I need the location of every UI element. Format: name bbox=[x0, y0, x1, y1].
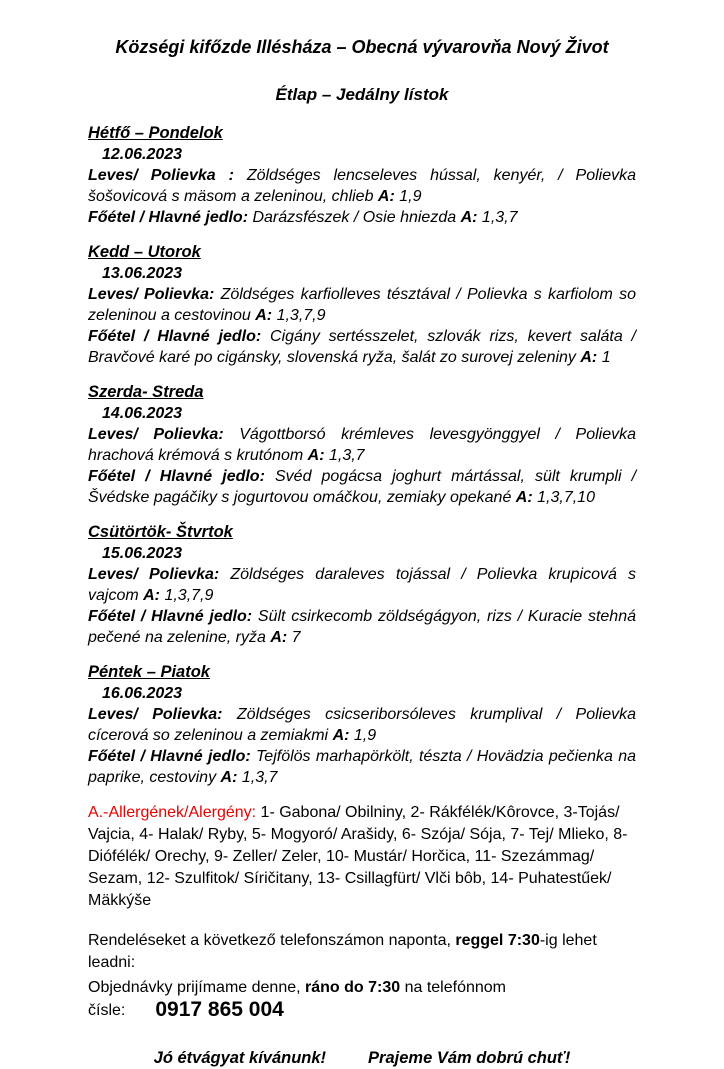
course-label: Leves/ Polievka: bbox=[88, 286, 215, 303]
ordering-sk-deadline: ráno do 7:30 bbox=[305, 979, 401, 996]
page-subtitle: Étlap – Jedálny lístok bbox=[275, 85, 449, 104]
course-main bbox=[88, 606, 636, 648]
ordering-hu-deadline: reggel 7:30 bbox=[455, 932, 540, 949]
allergen-label: A: bbox=[143, 587, 161, 604]
allergen-label: A: bbox=[332, 727, 350, 744]
allergen-numbers: 1,3,7 bbox=[324, 447, 365, 464]
course-label: Főétel / Hlavné jedlo: bbox=[88, 608, 253, 625]
course-label: Leves/ Polievka : bbox=[88, 167, 234, 184]
course-soup bbox=[88, 564, 636, 606]
course-text: Svéd pogácsa joghurt mártással, sült krumpli / Švédske pagáčiky s jogurtovou omáčkou, zemiaky opekané bbox=[88, 468, 637, 506]
closing-sk: Prajeme Vám dobrú chuť! bbox=[368, 1049, 571, 1067]
ordering-hu-text: Rendeléseket a következő telefonszámon naponta, bbox=[88, 932, 456, 949]
course-label: Főétel / Hlavné jedlo: bbox=[88, 468, 265, 485]
allergen-legend-items: 1- Gabona/ Obilniny, 2- Rákfélék/Kôrovce, 3-Tojás/ Vajcia, 4- Halak/ Ryby, 5- Mogyoró/ Arašidy, 6- Szója/ Sója, 7- Tej/ Mlieko, 8- Diófélék/ Orechy, 9- Zeller/ Zeler, 10- Mustár/ Horčica, 11- Szezámmag/ Sezam, 12- Szulfitok/ Síričitany, 13- Csillagfürt/ Vlči bôb, 14- Puhatestűek/ Mäkkýše bbox=[88, 804, 628, 909]
day-section-friday bbox=[88, 662, 636, 788]
allergen-label: A: bbox=[515, 489, 533, 506]
day-heading: Szerda- Streda bbox=[88, 383, 204, 401]
ordering-info bbox=[88, 930, 636, 1022]
course-label: Leves/ Polievka: bbox=[88, 426, 224, 443]
course-main bbox=[88, 326, 636, 368]
course-soup bbox=[88, 284, 636, 326]
day-date: 13.06.2023 bbox=[102, 265, 183, 282]
allergen-numbers: 1,9 bbox=[394, 188, 422, 205]
day-date: 16.06.2023 bbox=[102, 685, 183, 702]
closing-wishes bbox=[88, 1048, 636, 1069]
course-label: Leves/ Polievka: bbox=[88, 706, 223, 723]
ordering-sk-text-end: na telefónnom čísle: bbox=[88, 979, 506, 1019]
day-section-tuesday bbox=[88, 242, 636, 368]
allergen-numbers: 1 bbox=[597, 349, 611, 366]
allergen-numbers: 1,9 bbox=[349, 727, 377, 744]
course-text: Zöldséges lencseleves hússal, kenyér, / Polievka šošovicová s mäsom a zeleninou, chlieb bbox=[88, 167, 637, 205]
allergen-numbers: 1,3,7,10 bbox=[532, 489, 595, 506]
course-text: Cigány sertésszelet, szlovák rizs, kevert saláta / Bravčové karé po cigánsky, slovenská ryža, šalát zo surovej zeleniny bbox=[88, 328, 637, 366]
day-date: 12.06.2023 bbox=[102, 146, 183, 163]
allergen-label: A: bbox=[580, 349, 598, 366]
allergen-label: A: bbox=[377, 188, 395, 205]
allergen-numbers: 1,3,7 bbox=[237, 769, 278, 786]
day-date: 14.06.2023 bbox=[102, 405, 183, 422]
course-text: Vágottborsó krémleves levesgyönggyel / Polievka hrachová krémová s krutónom bbox=[88, 426, 636, 464]
allergen-legend-label: A.-Allergének/Alergény: bbox=[88, 804, 257, 821]
day-section-thursday bbox=[88, 522, 636, 648]
allergen-legend bbox=[88, 802, 636, 912]
day-heading: Kedd – Utorok bbox=[88, 243, 201, 261]
course-text: Zöldséges karfiolleves tésztával / Polievka s karfiolom so zeleninou a cestovinou bbox=[88, 286, 637, 324]
allergen-label: A: bbox=[307, 447, 325, 464]
course-label: Főétel / Hlavné jedlo: bbox=[88, 209, 249, 226]
course-main bbox=[88, 746, 636, 788]
ordering-sk-text: Objednávky prijímame denne, bbox=[88, 979, 305, 996]
ordering-hu-text-end: -ig lehet leadni: bbox=[88, 932, 597, 971]
ordering-line-hu bbox=[88, 930, 636, 974]
allergen-numbers: 1,3,7 bbox=[477, 209, 518, 226]
day-section-monday bbox=[88, 123, 636, 228]
course-label: Főétel / Hlavné jedlo: bbox=[88, 328, 262, 345]
allergen-numbers: 1,3,7,9 bbox=[272, 307, 326, 324]
course-main bbox=[88, 466, 636, 508]
allergen-label: A: bbox=[220, 769, 238, 786]
course-main bbox=[88, 207, 636, 228]
page-title: Községi kifőzde Illésháza – Obecná vývarovňa Nový Život bbox=[115, 37, 609, 57]
course-soup bbox=[88, 424, 636, 466]
phone-number: 0917 865 004 bbox=[155, 998, 284, 1021]
course-label: Főétel / Hlavné jedlo: bbox=[88, 748, 251, 765]
course-text: Tejfölös marhapörkölt, tészta / Hovädzia pečienka na paprike, cestoviny bbox=[88, 748, 637, 786]
course-label: Leves/ Polievka: bbox=[88, 566, 220, 583]
closing-hu: Jó étvágyat kívánunk! bbox=[153, 1049, 327, 1067]
course-soup bbox=[88, 165, 636, 207]
allergen-label: A: bbox=[460, 209, 478, 226]
allergen-label: A: bbox=[255, 307, 273, 324]
allergen-label: A: bbox=[270, 629, 288, 646]
day-date: 15.06.2023 bbox=[102, 545, 183, 562]
ordering-line-sk bbox=[88, 977, 636, 1022]
course-text: Darázsfészek / Osie hniezda bbox=[248, 209, 461, 226]
day-heading: Péntek – Piatok bbox=[88, 663, 210, 681]
day-heading: Csütörtök- Štvrtok bbox=[88, 523, 233, 541]
allergen-numbers: 7 bbox=[287, 629, 301, 646]
course-soup bbox=[88, 704, 636, 746]
course-text: Zöldséges daraleves tojással / Polievka krupicová s vajcom bbox=[88, 566, 637, 604]
allergen-numbers: 1,3,7,9 bbox=[160, 587, 214, 604]
course-text: Sült csirkecomb zöldségágyon, rizs / Kuracie stehná pečené na zelenine, ryža bbox=[88, 608, 637, 646]
day-section-wednesday bbox=[88, 382, 636, 508]
day-heading: Hétfő – Pondelok bbox=[88, 124, 223, 142]
course-text: Zöldséges csicseriborsóleves krumplival / Polievka cícerová so zeleninou a zemiakmi bbox=[88, 706, 636, 744]
